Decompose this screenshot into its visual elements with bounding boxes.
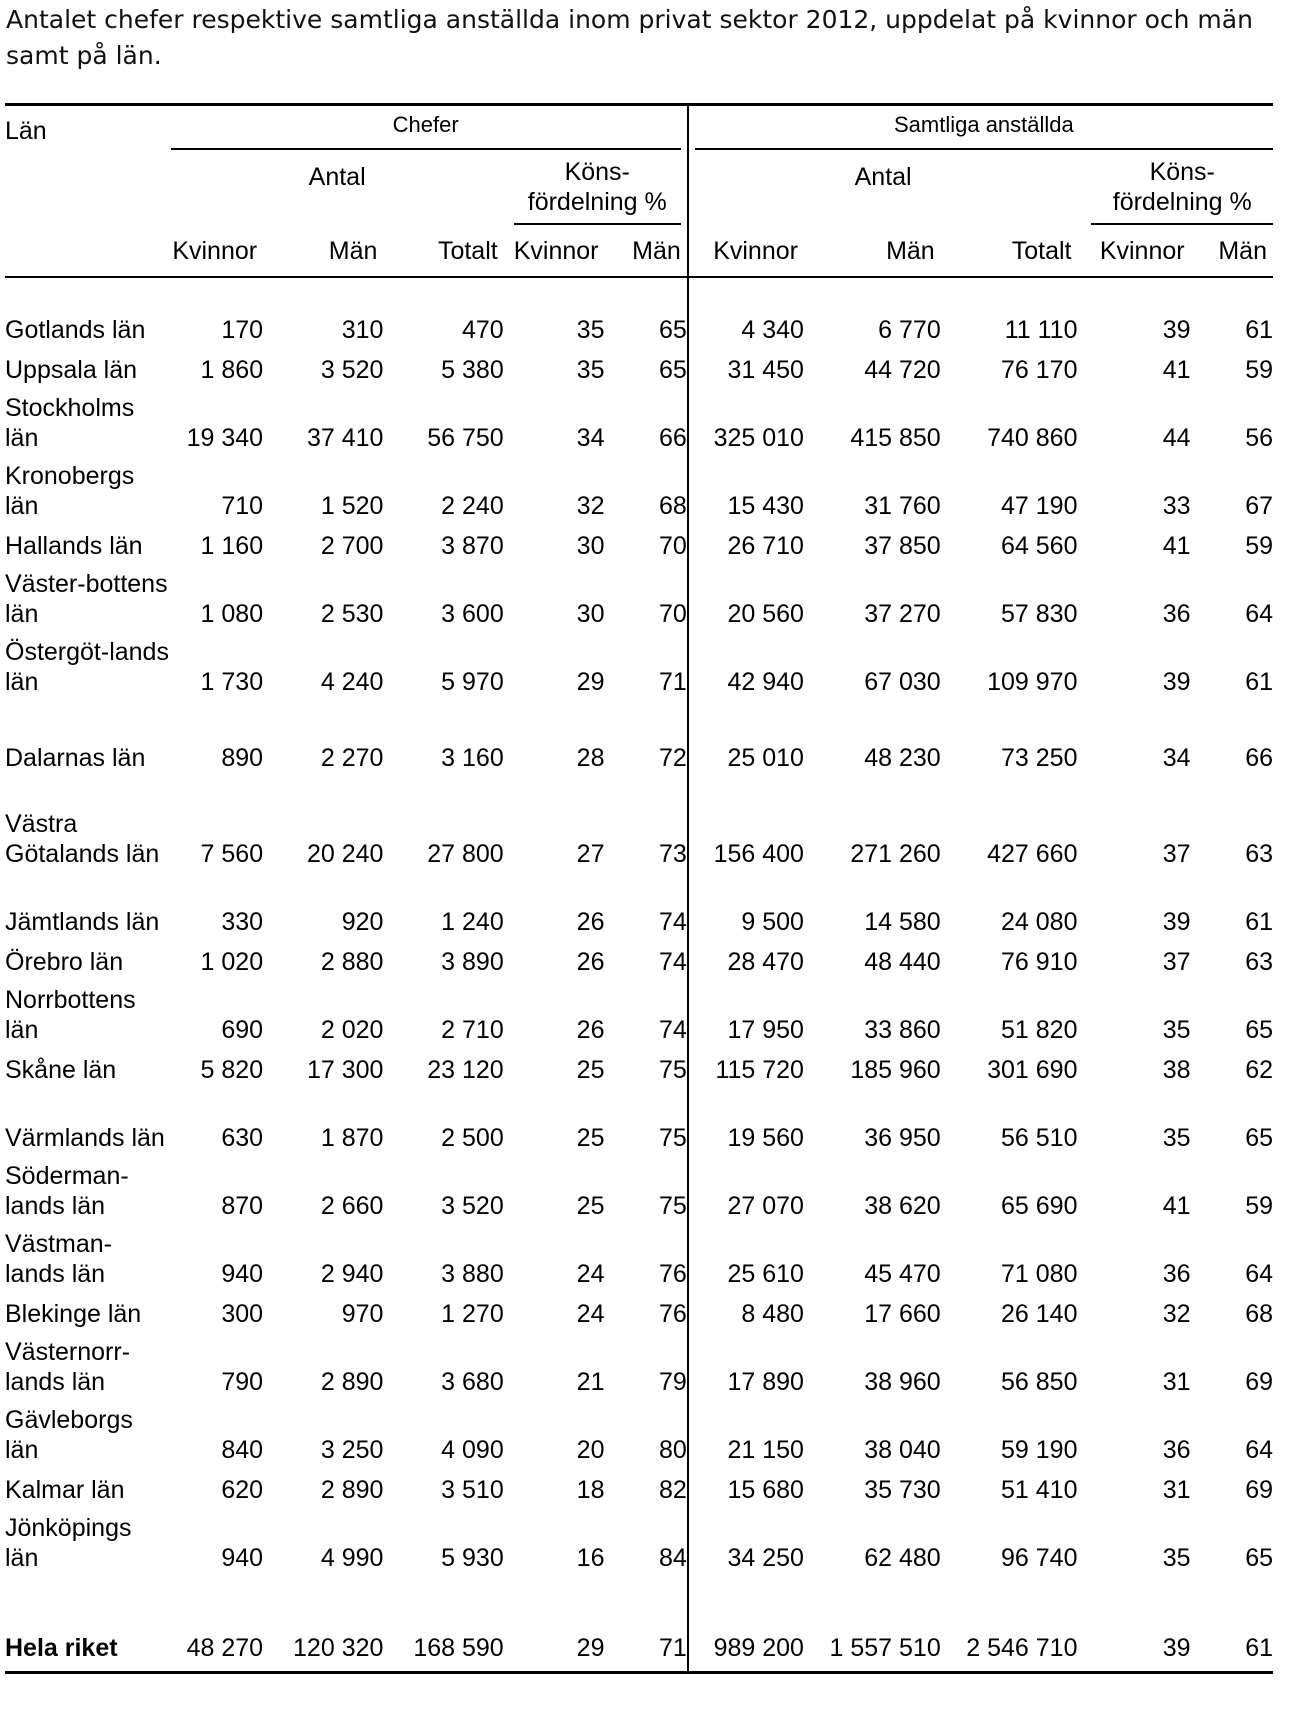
row-lan: Västman-lands län bbox=[5, 1230, 112, 1288]
cell-sPM: 64 bbox=[1245, 1436, 1273, 1464]
cell-sK: 25 610 bbox=[727, 1260, 804, 1288]
header-samtliga-label: Samtliga anställda bbox=[695, 112, 1273, 150]
cell-sT: 76 170 bbox=[1001, 356, 1078, 384]
cell-cPM: 65 bbox=[604, 277, 687, 345]
cell-sK: 21 150 bbox=[727, 1436, 804, 1464]
cell-sK: 8 480 bbox=[741, 1300, 804, 1328]
table-row bbox=[5, 1045, 1273, 1085]
col-samtliga-pct-man: Män bbox=[1191, 226, 1273, 277]
cell-cT: 23 120 bbox=[427, 1056, 504, 1084]
cell-cPM: 70 bbox=[604, 561, 687, 629]
cell-sK: 9 500 bbox=[741, 908, 804, 936]
cell-cK: 940 bbox=[221, 1544, 264, 1572]
cell-sM: 62 480 bbox=[864, 1544, 941, 1572]
row-lan: Östergöt-lands län bbox=[5, 638, 169, 696]
header-chefer-label: Chefer bbox=[171, 112, 681, 150]
cell-sK: 156 400 bbox=[713, 840, 804, 868]
cell-sM: 271 260 bbox=[850, 840, 941, 868]
cell-cPM: 74 bbox=[604, 977, 687, 1045]
cell-sPK: 36 bbox=[1162, 1260, 1191, 1288]
cell-sPK: 33 bbox=[1162, 492, 1191, 520]
row-lan: Västra Götalands län bbox=[5, 810, 160, 868]
table-caption: Antalet chefer respektive samtliga anställda inom privat sektor 2012, uppdelat på kvinnor och män samt på län. bbox=[6, 5, 1253, 70]
cell-sM: 17 660 bbox=[864, 1300, 941, 1328]
row-lan: Väster-bottens län bbox=[5, 570, 168, 628]
cell-cK: 940 bbox=[221, 1260, 264, 1288]
cell-sT: 73 250 bbox=[1001, 744, 1078, 772]
cell-cK: 1 020 bbox=[200, 948, 264, 976]
cell-sPK: 35 bbox=[1162, 1544, 1191, 1572]
cell-cM: 4 990 bbox=[320, 1544, 384, 1572]
col-chefer-pct-man: Män bbox=[604, 226, 687, 277]
cell-cK: 630 bbox=[221, 1124, 264, 1152]
cell-sK: 15 680 bbox=[727, 1476, 804, 1504]
cell-sM: 36 950 bbox=[864, 1124, 941, 1152]
cell-sPM: 69 bbox=[1245, 1368, 1273, 1396]
cell-sM: 38 960 bbox=[864, 1368, 941, 1396]
cell-sPM: 65 bbox=[1245, 1124, 1273, 1152]
cell-sPK: 44 bbox=[1162, 424, 1191, 452]
cell-cPK: 32 bbox=[576, 492, 605, 520]
cell-cPM: 75 bbox=[604, 1153, 687, 1221]
cell-sPK: 38 bbox=[1162, 1056, 1191, 1084]
cell-sK: 19 560 bbox=[727, 1124, 804, 1152]
cell-cM: 2 700 bbox=[320, 532, 384, 560]
cell-sT: 56 850 bbox=[1001, 1368, 1078, 1396]
cell-cT: 3 680 bbox=[441, 1368, 504, 1396]
cell-cT: 5 930 bbox=[441, 1544, 504, 1572]
cell-sK: 26 710 bbox=[727, 532, 804, 560]
header-spacer-2 bbox=[5, 226, 171, 277]
cell-sK: 17 950 bbox=[727, 1016, 804, 1044]
cell-sT: 51 410 bbox=[1001, 1476, 1078, 1504]
row-lan: Söderman-lands län bbox=[5, 1162, 129, 1220]
cell-sPM: 61 bbox=[1245, 908, 1273, 936]
cell-sPM: 63 bbox=[1245, 948, 1273, 976]
cell-sT: 76 910 bbox=[1001, 948, 1078, 976]
cell-sPM: 65 bbox=[1245, 1016, 1273, 1044]
cell-cK: 300 bbox=[221, 1300, 264, 1328]
cell-cPK: 29 bbox=[576, 668, 605, 696]
data-table bbox=[5, 103, 1273, 1674]
cell-cK: 1 860 bbox=[200, 356, 264, 384]
cell-cK: 1 080 bbox=[200, 600, 264, 628]
table-row bbox=[5, 773, 1273, 869]
cell-cT: 3 510 bbox=[441, 1476, 504, 1504]
cell-sM: 38 040 bbox=[864, 1436, 941, 1464]
table-row bbox=[5, 1289, 1273, 1329]
cell-sPM: 69 bbox=[1245, 1476, 1273, 1504]
total-cM: 120 320 bbox=[263, 1573, 383, 1673]
table-row bbox=[5, 1153, 1273, 1221]
cell-cM: 20 240 bbox=[306, 840, 384, 868]
col-samtliga-kvinnor: Kvinnor bbox=[688, 226, 804, 277]
cell-sPK: 39 bbox=[1162, 908, 1191, 936]
cell-cM: 1 520 bbox=[320, 492, 384, 520]
cell-cPM: 71 bbox=[604, 629, 687, 697]
header-chefer-antal-label: Antal bbox=[308, 162, 366, 191]
cell-cK: 1 730 bbox=[200, 668, 264, 696]
total-label: Hela riket bbox=[5, 1573, 171, 1673]
cell-sT: 56 510 bbox=[1001, 1124, 1078, 1152]
cell-sPM: 59 bbox=[1245, 1192, 1273, 1220]
table-row bbox=[5, 697, 1273, 773]
cell-sT: 71 080 bbox=[1001, 1260, 1078, 1288]
table-row bbox=[5, 453, 1273, 521]
cell-sPM: 62 bbox=[1245, 1056, 1273, 1084]
cell-sPK: 32 bbox=[1162, 1300, 1191, 1328]
cell-sT: 26 140 bbox=[1001, 1300, 1078, 1328]
cell-cPK: 34 bbox=[576, 424, 605, 452]
cell-cM: 310 bbox=[341, 316, 384, 344]
cell-cM: 2 530 bbox=[320, 600, 384, 628]
cell-sPK: 37 bbox=[1162, 840, 1191, 868]
row-lan: Dalarnas län bbox=[5, 744, 146, 772]
table-row bbox=[5, 561, 1273, 629]
cell-sM: 48 440 bbox=[864, 948, 941, 976]
cell-sT: 59 190 bbox=[1001, 1436, 1078, 1464]
cell-sT: 109 970 bbox=[987, 668, 1078, 696]
row-lan: Norrbottens län bbox=[5, 986, 136, 1044]
cell-sK: 42 940 bbox=[727, 668, 804, 696]
header-samtliga-antal-label: Antal bbox=[854, 162, 912, 191]
cell-cT: 2 500 bbox=[441, 1124, 504, 1152]
table-row bbox=[5, 521, 1273, 561]
cell-cPK: 18 bbox=[576, 1476, 605, 1504]
row-lan: Hallands län bbox=[5, 532, 143, 560]
cell-cT: 27 800 bbox=[427, 840, 504, 868]
cell-cK: 330 bbox=[221, 908, 264, 936]
cell-sK: 15 430 bbox=[727, 492, 804, 520]
cell-sT: 47 190 bbox=[1001, 492, 1078, 520]
row-lan: Gotlands län bbox=[5, 316, 146, 344]
table-row bbox=[5, 1221, 1273, 1289]
cell-sK: 17 890 bbox=[727, 1368, 804, 1396]
cell-sM: 38 620 bbox=[864, 1192, 941, 1220]
cell-sT: 740 860 bbox=[987, 424, 1078, 452]
col-chefer-pct-kvinnor: Kvinnor bbox=[504, 226, 605, 277]
cell-sM: 35 730 bbox=[864, 1476, 941, 1504]
cell-cM: 2 940 bbox=[320, 1260, 384, 1288]
cell-sPM: 61 bbox=[1245, 316, 1273, 344]
cell-cM: 2 270 bbox=[320, 744, 384, 772]
cell-sK: 28 470 bbox=[727, 948, 804, 976]
cell-cPM: 74 bbox=[604, 869, 687, 937]
cell-sPK: 35 bbox=[1162, 1016, 1191, 1044]
cell-sPK: 39 bbox=[1162, 316, 1191, 344]
cell-cPM: 76 bbox=[604, 1289, 687, 1329]
cell-cPK: 20 bbox=[576, 1436, 605, 1464]
cell-cK: 5 820 bbox=[200, 1056, 264, 1084]
table-row bbox=[5, 1329, 1273, 1397]
cell-sT: 51 820 bbox=[1001, 1016, 1078, 1044]
cell-cPM: 65 bbox=[604, 345, 687, 385]
table-row bbox=[5, 977, 1273, 1045]
cell-cM: 1 870 bbox=[320, 1124, 384, 1152]
cell-sM: 33 860 bbox=[864, 1016, 941, 1044]
cell-sT: 301 690 bbox=[987, 1056, 1078, 1084]
total-sPK: 39 bbox=[1077, 1573, 1190, 1673]
table-row bbox=[5, 1397, 1273, 1465]
cell-sM: 48 230 bbox=[864, 744, 941, 772]
cell-cM: 2 020 bbox=[320, 1016, 384, 1044]
cell-cK: 690 bbox=[221, 1016, 264, 1044]
table-row bbox=[5, 277, 1273, 345]
cell-cM: 37 410 bbox=[306, 424, 384, 452]
cell-cT: 1 270 bbox=[441, 1300, 504, 1328]
cell-cPK: 24 bbox=[576, 1260, 605, 1288]
cell-cPK: 26 bbox=[576, 948, 605, 976]
row-lan: Kronobergs län bbox=[5, 462, 135, 520]
cell-cT: 5 970 bbox=[441, 668, 504, 696]
cell-sK: 27 070 bbox=[727, 1192, 804, 1220]
cell-cPM: 70 bbox=[604, 521, 687, 561]
cell-cT: 5 380 bbox=[441, 356, 504, 384]
col-chefer-man: Män bbox=[263, 226, 383, 277]
row-lan: Värmlands län bbox=[5, 1124, 165, 1152]
cell-sK: 325 010 bbox=[713, 424, 804, 452]
total-row bbox=[5, 1573, 1273, 1673]
total-sK: 989 200 bbox=[688, 1573, 804, 1673]
table-row bbox=[5, 385, 1273, 453]
cell-cPM: 84 bbox=[604, 1505, 687, 1573]
cell-cPK: 28 bbox=[576, 744, 605, 772]
cell-cPM: 75 bbox=[604, 1085, 687, 1153]
header-samtliga-antal bbox=[688, 156, 1078, 226]
cell-cPK: 30 bbox=[576, 532, 605, 560]
cell-cM: 2 880 bbox=[320, 948, 384, 976]
cell-sM: 67 030 bbox=[864, 668, 941, 696]
col-chefer-totalt: Totalt bbox=[383, 226, 503, 277]
cell-sK: 4 340 bbox=[741, 316, 804, 344]
cell-sPK: 31 bbox=[1162, 1368, 1191, 1396]
cell-cM: 2 660 bbox=[320, 1192, 384, 1220]
row-lan: Stockholms län bbox=[5, 394, 135, 452]
cell-cK: 870 bbox=[221, 1192, 264, 1220]
cell-cPK: 25 bbox=[576, 1192, 605, 1220]
cell-sM: 45 470 bbox=[864, 1260, 941, 1288]
cell-sM: 415 850 bbox=[850, 424, 941, 452]
cell-cPK: 16 bbox=[576, 1544, 605, 1572]
cell-cM: 920 bbox=[341, 908, 384, 936]
cell-cM: 3 250 bbox=[320, 1436, 384, 1464]
cell-cK: 19 340 bbox=[186, 424, 264, 452]
row-lan: Västernorr-lands län bbox=[5, 1338, 131, 1396]
cell-sPK: 41 bbox=[1162, 356, 1191, 384]
cell-sPK: 41 bbox=[1162, 1192, 1191, 1220]
cell-cPM: 73 bbox=[604, 773, 687, 869]
cell-cT: 2 240 bbox=[441, 492, 504, 520]
table-row bbox=[5, 937, 1273, 977]
cell-cM: 2 890 bbox=[320, 1368, 384, 1396]
cell-cK: 710 bbox=[221, 492, 264, 520]
cell-sM: 44 720 bbox=[864, 356, 941, 384]
total-cT: 168 590 bbox=[383, 1573, 503, 1673]
cell-sPM: 63 bbox=[1245, 840, 1273, 868]
cell-sPK: 37 bbox=[1162, 948, 1191, 976]
cell-sT: 65 690 bbox=[1001, 1192, 1078, 1220]
cell-sPM: 68 bbox=[1245, 1300, 1273, 1328]
table-row bbox=[5, 1505, 1273, 1573]
header-samtliga-kons bbox=[1077, 156, 1273, 226]
cell-cPK: 24 bbox=[576, 1300, 605, 1328]
table-row bbox=[5, 345, 1273, 385]
cell-sPK: 36 bbox=[1162, 600, 1191, 628]
row-lan: Uppsala län bbox=[5, 356, 138, 384]
cell-cT: 470 bbox=[462, 316, 504, 344]
cell-cPK: 35 bbox=[576, 316, 605, 344]
cell-sM: 14 580 bbox=[864, 908, 941, 936]
total-cPK: 29 bbox=[504, 1573, 605, 1673]
cell-sT: 64 560 bbox=[1001, 532, 1078, 560]
cell-sPM: 64 bbox=[1245, 600, 1273, 628]
cell-sT: 427 660 bbox=[987, 840, 1078, 868]
cell-sPK: 41 bbox=[1162, 532, 1191, 560]
cell-sPK: 36 bbox=[1162, 1436, 1191, 1464]
table-row bbox=[5, 869, 1273, 937]
cell-cT: 3 880 bbox=[441, 1260, 504, 1288]
row-lan: Kalmar län bbox=[5, 1476, 125, 1504]
cell-cT: 3 890 bbox=[441, 948, 504, 976]
cell-cT: 4 090 bbox=[441, 1436, 504, 1464]
cell-cM: 3 520 bbox=[320, 356, 384, 384]
cell-sK: 115 720 bbox=[715, 1056, 804, 1084]
cell-sM: 37 270 bbox=[864, 600, 941, 628]
cell-sM: 31 760 bbox=[864, 492, 941, 520]
cell-sPM: 59 bbox=[1245, 532, 1273, 560]
cell-cM: 2 890 bbox=[320, 1476, 384, 1504]
cell-cT: 3 870 bbox=[441, 532, 504, 560]
cell-cK: 790 bbox=[221, 1368, 264, 1396]
header-samtliga bbox=[688, 105, 1273, 157]
row-lan: Blekinge län bbox=[5, 1300, 142, 1328]
cell-cPM: 76 bbox=[604, 1221, 687, 1289]
cell-cT: 2 710 bbox=[441, 1016, 504, 1044]
table-row bbox=[5, 629, 1273, 697]
col-samtliga-man: Män bbox=[804, 226, 941, 277]
cell-cK: 170 bbox=[221, 316, 264, 344]
cell-cT: 1 240 bbox=[441, 908, 504, 936]
cell-cK: 620 bbox=[221, 1476, 264, 1504]
cell-sK: 34 250 bbox=[727, 1544, 804, 1572]
col-samtliga-totalt: Totalt bbox=[941, 226, 1078, 277]
cell-cPM: 79 bbox=[604, 1329, 687, 1397]
cell-cPK: 26 bbox=[576, 1016, 605, 1044]
total-cPM: 71 bbox=[604, 1573, 687, 1673]
cell-cPM: 68 bbox=[604, 453, 687, 521]
cell-sPM: 56 bbox=[1245, 424, 1273, 452]
table-row bbox=[5, 1085, 1273, 1153]
cell-cPM: 80 bbox=[604, 1397, 687, 1465]
cell-cT: 3 600 bbox=[441, 600, 504, 628]
col-samtliga-pct-kvinnor: Kvinnor bbox=[1077, 226, 1190, 277]
row-lan: Skåne län bbox=[5, 1056, 117, 1084]
cell-cT: 3 520 bbox=[441, 1192, 504, 1220]
cell-cM: 17 300 bbox=[306, 1056, 384, 1084]
cell-cT: 3 160 bbox=[441, 744, 504, 772]
header-lan: Län bbox=[5, 105, 171, 157]
cell-cPM: 75 bbox=[604, 1045, 687, 1085]
header-chefer bbox=[171, 105, 688, 157]
cell-cPM: 72 bbox=[604, 697, 687, 773]
cell-cK: 890 bbox=[221, 744, 264, 772]
header-chefer-kons-label: Köns- fördelning % bbox=[514, 157, 681, 225]
row-lan: Jönköpings län bbox=[5, 1514, 132, 1572]
row-lan: Örebro län bbox=[5, 948, 124, 976]
cell-cK: 1 160 bbox=[200, 532, 264, 560]
cell-cPK: 35 bbox=[576, 356, 605, 384]
table-row bbox=[5, 1465, 1273, 1505]
cell-sM: 37 850 bbox=[864, 532, 941, 560]
cell-cPK: 25 bbox=[576, 1124, 605, 1152]
total-cK: 48 270 bbox=[171, 1573, 264, 1673]
row-lan: Jämtlands län bbox=[5, 908, 160, 936]
cell-cM: 4 240 bbox=[320, 668, 384, 696]
total-sT: 2 546 710 bbox=[941, 1573, 1078, 1673]
header-spacer bbox=[5, 156, 171, 226]
cell-cM: 970 bbox=[341, 1300, 384, 1328]
cell-sT: 57 830 bbox=[1001, 600, 1078, 628]
cell-sT: 96 740 bbox=[1001, 1544, 1078, 1572]
cell-sK: 20 560 bbox=[727, 600, 804, 628]
cell-cPK: 30 bbox=[576, 600, 605, 628]
cell-sPM: 66 bbox=[1245, 744, 1273, 772]
total-sM: 1 557 510 bbox=[804, 1573, 941, 1673]
cell-cPM: 66 bbox=[604, 385, 687, 453]
cell-sK: 25 010 bbox=[727, 744, 804, 772]
cell-cK: 840 bbox=[221, 1436, 264, 1464]
cell-cT: 56 750 bbox=[427, 424, 504, 452]
cell-cK: 7 560 bbox=[200, 840, 264, 868]
cell-cPK: 26 bbox=[576, 908, 605, 936]
cell-cPK: 27 bbox=[576, 840, 605, 868]
cell-sPK: 31 bbox=[1162, 1476, 1191, 1504]
cell-sPM: 65 bbox=[1245, 1544, 1273, 1572]
cell-sPM: 67 bbox=[1245, 492, 1273, 520]
cell-sT: 24 080 bbox=[1001, 908, 1078, 936]
cell-sPK: 34 bbox=[1162, 744, 1191, 772]
cell-sPM: 64 bbox=[1245, 1260, 1273, 1288]
cell-cPK: 21 bbox=[576, 1368, 605, 1396]
total-sPM: 61 bbox=[1191, 1573, 1273, 1673]
cell-sT: 11 110 bbox=[1004, 316, 1078, 344]
cell-cPK: 25 bbox=[576, 1056, 605, 1084]
cell-sPM: 59 bbox=[1245, 356, 1273, 384]
row-lan: Gävleborgs län bbox=[5, 1406, 133, 1464]
header-chefer-antal bbox=[171, 156, 504, 226]
cell-sPK: 35 bbox=[1162, 1124, 1191, 1152]
header-samtliga-kons-label: Köns- fördelning % bbox=[1091, 157, 1273, 225]
cell-cPM: 82 bbox=[604, 1465, 687, 1505]
cell-sM: 6 770 bbox=[878, 316, 941, 344]
cell-sK: 31 450 bbox=[727, 356, 804, 384]
cell-sPK: 39 bbox=[1162, 668, 1191, 696]
table-body bbox=[5, 277, 1273, 1673]
header-chefer-kons bbox=[504, 156, 688, 226]
cell-sM: 185 960 bbox=[850, 1056, 941, 1084]
cell-sPM: 61 bbox=[1245, 668, 1273, 696]
col-chefer-kvinnor: Kvinnor bbox=[171, 226, 264, 277]
cell-cPM: 74 bbox=[604, 937, 687, 977]
